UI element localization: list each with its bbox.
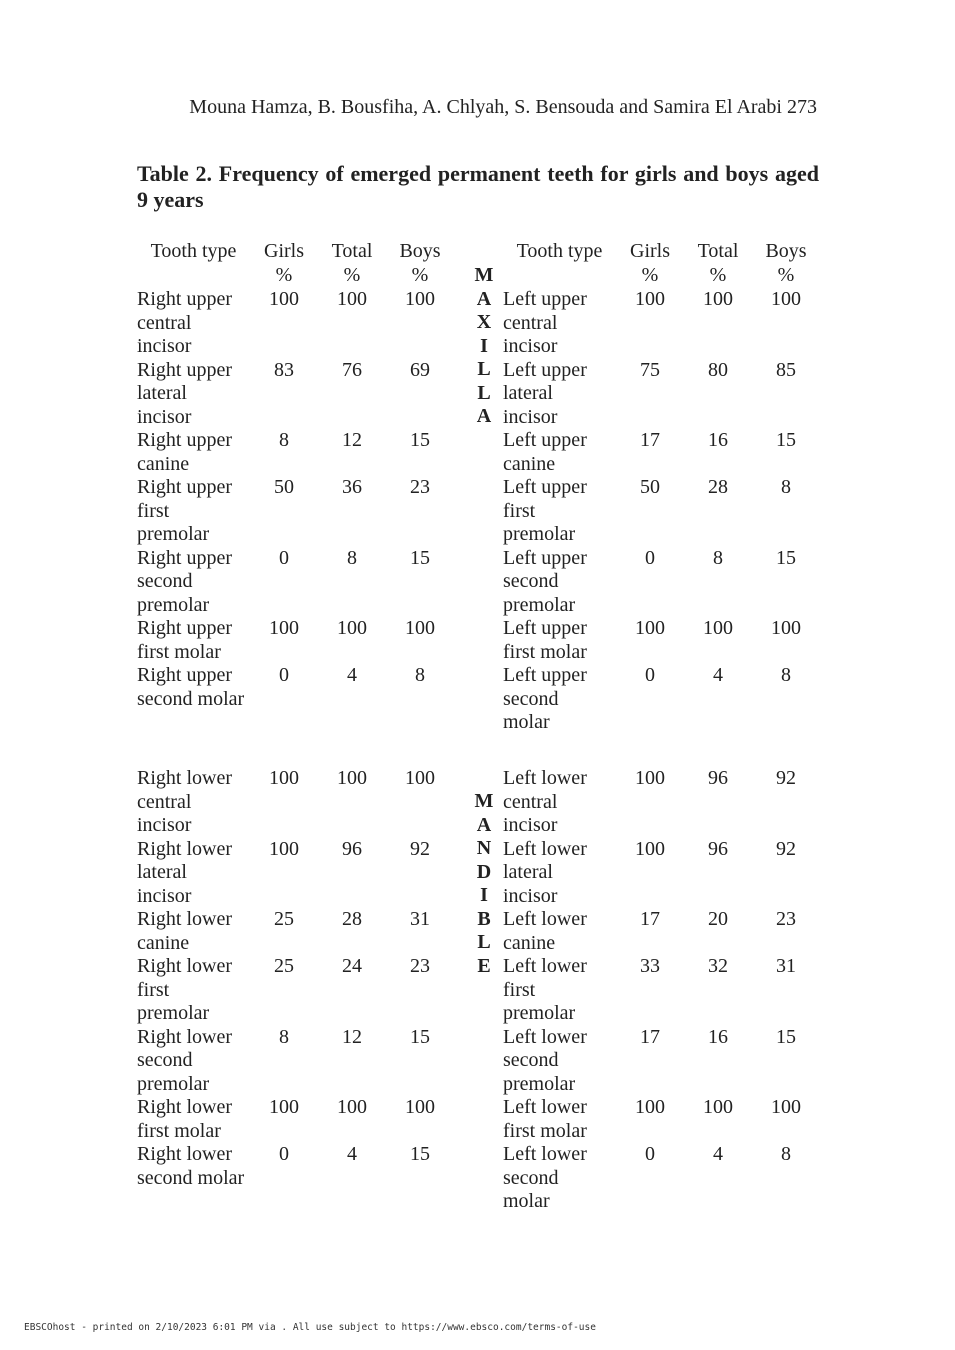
tooth-name-right-side [137,838,250,909]
table-caption: Table 2. Frequency of emerged permanent teeth for girls and boys aged 9 years [137,161,819,212]
col-total-right-unit: % [709,263,727,286]
tooth-name-left-side [496,1026,616,1097]
tooth-name-line: incisor [503,335,558,357]
cell-girls-right-side: 0 [279,546,289,569]
table-row [137,1026,822,1097]
tooth-name-right-side [137,359,250,430]
tooth-name-line: canine [137,452,190,475]
cell-total-left-side: 28 [708,476,728,498]
cell-boys-right-side: 100 [405,617,435,639]
tooth-name-line: Left lower [503,1143,587,1165]
tooth-name-line: central [503,311,558,334]
cell-boys-left-side: 85 [776,358,796,381]
cell-total-left-side: 100 [703,1096,733,1118]
tooth-name-line: Left lower [503,908,587,930]
cell-girls-right-side: 0 [279,1143,289,1165]
cell-total-right-side: 96 [342,837,362,860]
vertical-letter: I [480,334,488,357]
tooth-name-line: Right upper [137,429,232,451]
tooth-name-line: first [503,978,536,1001]
cell-girls-left-side: 0 [645,1143,655,1165]
col-girls-right-unit: % [641,263,659,286]
cell-boys-left-side: 15 [776,429,796,451]
tooth-name-line: Left upper [503,476,587,498]
cell-boys-right-side: 23 [410,955,430,977]
cell-total-left-side: 96 [708,837,728,860]
tooth-name-line: Right lower [137,1143,232,1165]
cell-total-right-side: 4 [347,664,357,686]
print-footer: EBSCOhost - printed on 2/10/2023 6:01 PM via . All use subject to https://www.ebsco.com/terms-of-use [24,1322,596,1333]
cell-girls-right-side: 100 [269,1096,299,1118]
running-header: Mouna Hamza, B. Bousfiha, A. Chlyah, S. Bensouda and Samira El Arabi 273 [189,96,817,118]
tooth-name-left-side [496,476,616,547]
tooth-name-line: Left upper [503,546,587,569]
tooth-name-left-side [496,547,616,618]
cell-total-right-side: 100 [337,617,367,639]
cell-girls-right-side: 83 [274,358,294,381]
tooth-name-line: Left lower [503,837,587,860]
cell-total-right-side: 36 [342,476,362,498]
cell-girls-left-side: 17 [640,429,660,451]
tooth-name-line: Right upper [137,617,232,639]
vertical-letter: N [476,837,492,859]
tooth-name-line: first molar [503,640,587,663]
table-row [137,429,822,476]
tooth-name-line: Right upper [137,664,232,686]
tooth-name-line: lateral [137,861,187,883]
tooth-name-left-side [496,664,616,735]
cell-total-left-side: 16 [708,1025,728,1048]
vertical-letter: I [480,884,488,906]
cell-boys-right-side: 15 [410,429,430,451]
cell-total-left-side: 20 [708,908,728,930]
tooth-name-right-side [137,1026,250,1097]
vertical-letter: A [476,405,492,427]
cell-total-left-side: 8 [713,546,723,569]
cell-girls-right-side: 100 [269,288,299,310]
tooth-name-right-side [137,288,250,359]
cell-girls-right-side: 8 [279,1025,289,1048]
tooth-name-left-side [496,288,616,359]
tooth-name-line: first molar [137,640,221,663]
cell-girls-right-side: 0 [279,664,289,686]
cell-girls-left-side: 100 [635,1096,665,1118]
cell-boys-right-side: 31 [410,908,430,930]
tooth-name-left-side [496,908,616,955]
vertical-letter: L [477,358,491,380]
cell-total-right-side: 12 [342,1025,362,1048]
tooth-name-line: second [503,1049,559,1071]
tooth-name-left-side [496,1096,616,1143]
tooth-name-line: premolar [137,523,210,545]
tooth-name-right-side [137,547,250,618]
col-boys-right-unit: % [777,263,795,286]
tooth-name-left-side [496,1143,616,1214]
cell-boys-right-side: 100 [405,1096,435,1118]
col-boys-right-label: Boys [765,240,807,262]
cell-girls-left-side: 0 [645,546,655,569]
cell-boys-left-side: 8 [781,1143,791,1165]
cell-total-right-side: 76 [342,358,362,381]
tooth-name-line: premolar [503,523,576,545]
cell-boys-left-side: 15 [776,1025,796,1048]
tooth-name-line: Left upper [503,288,587,310]
vertical-letter: M [474,790,494,812]
cell-girls-left-side: 50 [640,476,660,498]
tooth-name-line: second [503,570,559,592]
tooth-name-line: Right lower [137,837,232,860]
tooth-name-line: Left lower [503,1025,587,1048]
cell-boys-right-side: 8 [415,664,425,686]
col-total-left-label: Total [331,240,373,262]
vertical-letter: E [477,954,491,977]
tooth-name-line: Left lower [503,955,587,977]
cell-total-left-side: 4 [713,1143,723,1165]
col-total-left [318,240,386,287]
cell-girls-left-side: 100 [635,617,665,639]
tooth-name-line: central [137,311,192,334]
tooth-name-line: Right lower [137,1096,232,1118]
col-total-left-unit: % [343,263,361,286]
tooth-name-line: Left upper [503,617,587,639]
maxilla-label [474,264,494,429]
tooth-name-line: first [137,499,170,522]
tooth-name-line: first molar [503,1119,587,1142]
cell-girls-left-side: 100 [635,288,665,310]
col-tooth-type-right: Tooth type [516,240,603,262]
table-row [137,617,822,664]
vertical-letter: M [474,264,494,286]
cell-boys-left-side: 100 [771,617,801,639]
cell-total-left-side: 100 [703,617,733,639]
cell-girls-left-side: 33 [640,955,660,977]
cell-total-right-side: 100 [337,767,367,789]
cell-boys-left-side: 15 [776,546,796,569]
tooth-name-line: second molar [137,1166,245,1189]
tooth-name-right-side [137,1096,250,1143]
col-girls-right-label: Girls [630,240,670,262]
cell-total-left-side: 4 [713,664,723,686]
tooth-name-line: central [137,790,192,813]
cell-boys-left-side: 100 [771,1096,801,1118]
tooth-name-line: molar [503,1190,550,1212]
mandible-label [474,790,494,978]
cell-boys-left-side: 100 [771,288,801,310]
tooth-name-right-side [137,664,250,711]
tooth-name-line: second molar [137,687,245,710]
tooth-name-line: molar [503,711,550,733]
tooth-name-line: Right lower [137,1025,232,1048]
vertical-letter: X [476,311,492,333]
tooth-name-line: premolar [503,1072,576,1095]
cell-total-right-side: 24 [342,955,362,977]
cell-boys-right-side: 69 [410,358,430,381]
cell-boys-left-side: 8 [781,476,791,498]
tooth-name-line: Left upper [503,358,587,381]
tooth-name-right-side [137,429,250,476]
tooth-name-line: premolar [503,1002,576,1024]
tooth-name-line: premolar [137,1072,210,1095]
cell-boys-right-side: 92 [410,837,430,860]
cell-girls-left-side: 0 [645,664,655,686]
tooth-name-right-side [137,476,250,547]
cell-girls-right-side: 8 [279,429,289,451]
tooth-name-right-side [137,908,250,955]
tooth-name-left-side [496,617,616,664]
tooth-name-line: incisor [503,814,558,836]
tooth-name-line: lateral [503,861,553,883]
cell-girls-left-side: 17 [640,1025,660,1048]
cell-total-left-side: 16 [708,429,728,451]
cell-total-left-side: 96 [708,767,728,789]
tooth-name-line: lateral [137,382,187,404]
tooth-name-line: second [137,570,193,592]
col-girls-left-unit: % [275,263,293,286]
vertical-letter: B [477,907,491,930]
cell-total-left-side: 100 [703,288,733,310]
tooth-name-line: canine [503,452,556,475]
cell-girls-right-side: 25 [274,955,294,977]
cell-boys-left-side: 8 [781,664,791,686]
tooth-name-line: Right lower [137,908,232,930]
tooth-name-line: Left upper [503,664,587,686]
tooth-name-right-side [137,617,250,664]
cell-boys-right-side: 15 [410,1025,430,1048]
tooth-name-line: Right upper [137,288,232,310]
tooth-name-line: incisor [137,335,192,357]
tooth-name-line: Left lower [503,1096,587,1118]
cell-girls-right-side: 50 [274,476,294,498]
cell-girls-left-side: 17 [640,908,660,930]
col-total-right [684,240,752,287]
cell-girls-left-side: 75 [640,358,660,381]
tooth-name-left-side [496,838,616,909]
col-tooth-type-left: Tooth type [150,240,237,262]
tooth-name-line: lateral [503,382,553,404]
tooth-name-line: first [503,499,536,522]
cell-boys-left-side: 23 [776,908,796,930]
col-boys-left-unit: % [411,263,429,286]
tooth-name-left-side [496,767,616,838]
cell-total-left-side: 32 [708,955,728,977]
cell-boys-left-side: 92 [776,837,796,860]
tooth-name-line: Right upper [137,546,232,569]
tooth-name-line: central [503,790,558,813]
tooth-name-line: second [503,687,559,710]
col-girls-left-label: Girls [264,240,304,262]
tooth-name-right-side [137,955,250,1026]
tooth-name-line: Left upper [503,429,587,451]
tooth-name-line: premolar [137,1002,210,1024]
cell-girls-right-side: 100 [269,767,299,789]
cell-girls-left-side: 100 [635,767,665,789]
vertical-letter: A [476,813,492,836]
tooth-name-right-side [137,1143,250,1190]
table-row [137,664,822,735]
vertical-letter: L [477,381,491,404]
cell-boys-right-side: 15 [410,546,430,569]
tooth-name-line: premolar [137,593,210,616]
cell-boys-right-side: 100 [405,288,435,310]
tooth-name-line: first molar [137,1119,221,1142]
tooth-name-right-side [137,767,250,838]
vertical-letter: A [476,287,492,310]
tooth-name-line: incisor [137,884,192,907]
cell-total-right-side: 100 [337,288,367,310]
cell-total-right-side: 8 [347,546,357,569]
cell-boys-left-side: 92 [776,767,796,789]
vertical-letter: D [476,860,492,883]
cell-total-right-side: 100 [337,1096,367,1118]
cell-girls-left-side: 100 [635,837,665,860]
table-row [137,1143,822,1214]
tooth-name-line: Left lower [503,767,587,789]
cell-boys-right-side: 100 [405,767,435,789]
tooth-name-line: Right lower [137,955,232,977]
tooth-name-line: incisor [137,405,192,428]
tooth-name-line: incisor [503,405,558,428]
col-total-right-label: Total [697,240,739,262]
cell-girls-right-side: 25 [274,908,294,930]
cell-total-right-side: 28 [342,908,362,930]
table-row [137,547,822,618]
tooth-name-line: incisor [137,814,192,836]
tooth-name-left-side [496,955,616,1026]
cell-total-left-side: 80 [708,358,728,381]
cell-total-right-side: 4 [347,1143,357,1165]
table-row [137,476,822,547]
tooth-name-left-side [496,429,616,476]
cell-girls-right-side: 100 [269,837,299,860]
col-boys-left [386,240,454,287]
vertical-letter: L [477,931,491,953]
col-girls-right [616,240,684,287]
col-girls-left [250,240,318,287]
cell-girls-right-side: 100 [269,617,299,639]
cell-total-right-side: 12 [342,429,362,451]
cell-boys-right-side: 15 [410,1143,430,1165]
tooth-name-line: Right lower [137,767,232,789]
table-row [137,1096,822,1143]
tooth-name-line: canine [137,931,190,954]
tooth-name-left-side [496,359,616,430]
col-boys-right [752,240,820,287]
tooth-name-line: second [503,1166,559,1189]
col-boys-left-label: Boys [399,240,441,262]
cell-boys-right-side: 23 [410,476,430,498]
tooth-name-line: Right upper [137,358,232,381]
tooth-name-line: Right upper [137,476,232,498]
tooth-name-line: first [137,978,170,1001]
tooth-name-line: canine [503,931,556,954]
tooth-name-line: incisor [503,884,558,907]
cell-boys-left-side: 31 [776,955,796,977]
tooth-name-line: premolar [503,593,576,616]
tooth-name-line: second [137,1049,193,1071]
